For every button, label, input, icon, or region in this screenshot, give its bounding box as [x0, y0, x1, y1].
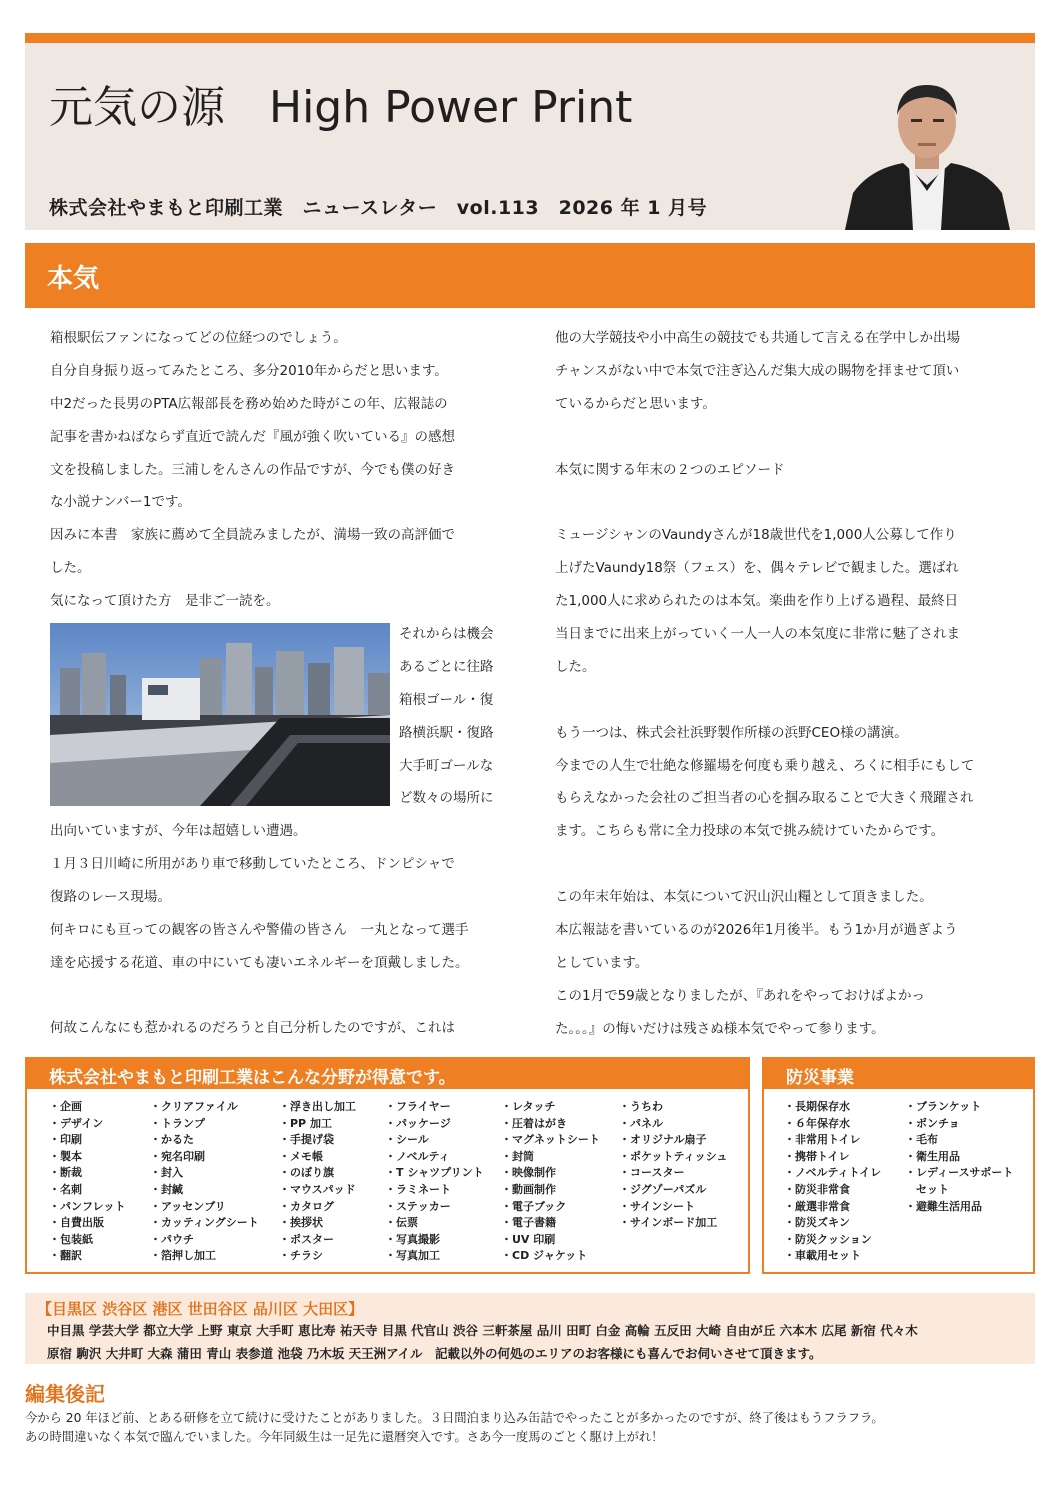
article-line: 自分自身振り返ってみたところ、多分2010年からだと思います。: [50, 362, 448, 379]
service-area-line: 中目黒 学芸大学 都立大学 上野 東京 大手町 恵比寿 祐天寺 目黒 代官山 渋谷 三軒茶屋 品川 田町 白金 高輪 五反田 大崎 自由が丘 六本木 広尾 新宿 代々木: [47, 1323, 918, 1338]
services-column: [150, 1099, 259, 1265]
service-item: ・レタッチ: [501, 1100, 556, 1113]
service-item: ・封筒: [501, 1149, 534, 1163]
article-line: 本気に関する年末の２つのエピソード: [555, 461, 785, 478]
top-accent-bar: [25, 33, 1035, 43]
article-line: [555, 684, 1015, 717]
article-line: この1月で59歳となりましたが、『あれをやっておけばよかっ: [555, 987, 926, 1004]
disaster-item: ・携帯トイレ: [784, 1149, 850, 1163]
service-item: ・クリアファイル: [150, 1100, 238, 1113]
article-line: 記事を書かねばならず直近で読んだ『風が強く吹いている』の感想: [50, 428, 455, 445]
disaster-item: ・ノベルティトイレ: [784, 1166, 882, 1180]
service-item: ・製本: [49, 1149, 82, 1163]
service-item: ・圧着はがき: [501, 1116, 567, 1130]
article-line: [555, 486, 1015, 519]
service-area-line: 原宿 駒沢 大井町 大森 蒲田 青山 表参道 池袋 乃木坂 天王洲アイル 記載以外の何処のエリアのお客様にも喜んでお伺いさせて頂きます。: [47, 1346, 822, 1361]
article-line: 上げたVaundy18祭（フェス）を、偶々テレビで観ました。選ばれ: [555, 560, 959, 577]
service-item: ・伝票: [385, 1216, 418, 1230]
article-line: としています。: [555, 954, 649, 971]
service-item: ・名刺: [49, 1182, 82, 1196]
service-item: ・のぼり旗: [279, 1166, 334, 1180]
service-item: ・封緘: [150, 1182, 183, 1196]
article-line: 他の大学競技や小中高生の競技でも共通して言える在学中しか出場: [555, 330, 960, 346]
services-column: [49, 1099, 125, 1265]
article-line: 大手町ゴールな: [399, 757, 494, 774]
services-column: [385, 1099, 484, 1265]
disaster-prevention-title: 防災事業: [764, 1059, 1033, 1089]
disaster-item: ・防災ズキン: [784, 1216, 850, 1230]
disaster-item: ・ブランケット: [905, 1100, 982, 1113]
article-line: [555, 421, 1015, 454]
article-right-column: [555, 322, 1015, 1046]
editor-note-line: 今から 20 年ほど前、とある研修を立て続けに受けたことがありました。３日間泊まり込み缶詰でやったことが多かったのですが、終了後はもうフラフラ。: [25, 1411, 884, 1425]
article-line: [555, 848, 1015, 881]
article-line: 何キロにも亘っての観客の皆さんや警備の皆さん 一丸となって選手: [50, 921, 469, 938]
service-item: ・パネル: [619, 1116, 663, 1130]
article-line: この年末年始は、本気について沢山沢山糧として頂きました。: [555, 889, 933, 906]
service-item: ・企画: [49, 1100, 82, 1113]
article-line: 箱根駅伝ファンになってどの位経つのでしょう。: [50, 330, 347, 346]
article-line: ます。こちらも常に全力投球の本気で挑み続けていたからです。: [555, 823, 945, 840]
service-item: ・パッケージ: [385, 1116, 451, 1130]
service-item: ・電子書籍: [501, 1216, 556, 1230]
disaster-item: ・非常用トイレ: [784, 1133, 861, 1147]
service-item: ・挨拶状: [279, 1216, 323, 1230]
service-item: ・浮き出し加工: [279, 1100, 356, 1113]
service-area-box: [25, 1293, 1035, 1364]
service-item: ・ポケットティッシュ: [619, 1149, 728, 1163]
article-line: チャンスがない中で本気で注ぎ込んだ集大成の賜物を拝ませて頂い: [555, 362, 960, 379]
disaster-item: ・避難生活用品: [905, 1199, 982, 1213]
article-line: １月３日川崎に所用があり車で移動していたところ、ドンピシャで: [50, 855, 455, 872]
editor-note-line: あの時間違いなく本気で臨んでいました。今年同級生は一足先に還暦突入です。さあ今一度馬のごとく駆け上がれ！: [25, 1430, 664, 1444]
section-title-bar: [25, 243, 1035, 308]
article-line: 因みに本書 家族に薦めて全員読みましたが、満場一致の高評価で: [50, 527, 455, 544]
article-line: た1,000人に求められたのは本気。楽曲を作り上げる過程、最終日: [555, 593, 959, 610]
article-line: ど数々の場所に: [399, 790, 494, 807]
service-item: ・映像制作: [501, 1166, 556, 1180]
service-item: ・うちわ: [619, 1100, 663, 1113]
article-line: ミュージシャンのVaundyさんが18歳世代を1,000人公募して作り: [555, 527, 957, 544]
service-item: ・UV 印刷: [501, 1232, 556, 1246]
service-item: ・シール: [385, 1133, 429, 1147]
service-item: ・ノベルティ: [385, 1149, 450, 1163]
service-item: ・コースター: [619, 1166, 685, 1180]
service-item: ・カッティングシート: [150, 1216, 259, 1230]
service-item: ・ラミネート: [385, 1182, 451, 1196]
services-box: [25, 1057, 750, 1274]
service-area-title: 【目黒区 渋谷区 港区 世田谷区 品川区 大田区】: [37, 1300, 364, 1318]
service-item: ・印刷: [49, 1133, 82, 1147]
article-line: した。: [50, 560, 91, 577]
editor-note-title: 編集後記: [25, 1382, 105, 1406]
service-item: ・写真撮影: [385, 1232, 440, 1246]
article-line: 何故こんなにも惹かれるのだろうと自己分析したのですが、これは: [50, 1020, 455, 1037]
services-title: 株式会社やまもと印刷工業はこんな分野が得意です。: [27, 1059, 748, 1089]
service-item: ・カタログ: [279, 1199, 334, 1213]
article-line: た。。。』の悔いだけは残さぬ様本気でやって参ります。: [555, 1020, 885, 1037]
service-item: ・CD ジャケット: [501, 1249, 588, 1263]
article-line: 復路のレース現場。: [50, 888, 171, 905]
services-column: [501, 1099, 600, 1265]
service-item: ・宛名印刷: [150, 1149, 205, 1163]
disaster-item: ・車載用セット: [784, 1249, 861, 1263]
disaster-item: ・防災クッション: [784, 1232, 872, 1246]
article-line: 気になって頂けた方 是非ご一読を。: [50, 593, 280, 610]
service-item: ・箔押し加工: [150, 1249, 216, 1263]
disaster-prevention-box: [762, 1057, 1035, 1274]
service-item: ・ポスター: [279, 1232, 334, 1246]
service-item: ・トランプ: [150, 1116, 205, 1130]
service-item: ・オリジナル扇子: [619, 1133, 707, 1147]
author-portrait: [845, 65, 1010, 230]
disaster-item: ・レディースサポート: [905, 1166, 1014, 1180]
service-item: ・アッセンブリ: [150, 1199, 226, 1213]
marathon-photo: [50, 623, 390, 806]
disaster-item: ・長期保存水: [784, 1100, 850, 1113]
service-item: ・フライヤー: [385, 1100, 451, 1113]
article-line: 当日までに出来上がっていく一人一人の本気度に非常に魅了されま: [555, 626, 960, 643]
disaster-prevention-column: [905, 1099, 1013, 1215]
service-item: ・断裁: [49, 1166, 82, 1180]
article-line: あるごとに往路: [399, 658, 494, 675]
service-item: ・サインボード加工: [619, 1216, 718, 1230]
service-item: ・翻訳: [49, 1249, 82, 1263]
service-item: ・パンフレット: [49, 1199, 126, 1213]
service-item: ・サインシート: [619, 1199, 695, 1213]
disaster-item: ・ポンチョ: [905, 1116, 960, 1130]
article-line: 今までの人生で壮絶な修羅場を何度も乗り越え、ろくに相手にもして: [555, 757, 975, 774]
article-line: 路横浜駅・復路: [399, 724, 494, 741]
service-item: ・自費出版: [49, 1216, 104, 1230]
service-item: ・マグネットシート: [501, 1133, 600, 1147]
article-line: [50, 979, 510, 1012]
service-item: ・メモ帳: [279, 1149, 323, 1163]
service-item: ・手提げ袋: [279, 1133, 334, 1147]
disaster-prevention-column: [784, 1099, 881, 1265]
article-line: 本広報誌を書いているのが2026年1月後半。もう1か月が過ぎよう: [555, 922, 958, 939]
newsletter-subtitle: 株式会社やまもと印刷工業 ニュースレター vol.113 2026 年 1 月号: [49, 197, 708, 219]
disaster-item: ・毛布: [905, 1133, 938, 1147]
newsletter-header: [25, 43, 1035, 230]
article-line: もう一つは、株式会社浜野製作所様の浜野CEO様の講演。: [555, 724, 908, 741]
article-line: 箱根ゴール・復: [399, 691, 494, 708]
service-item: ・かるた: [150, 1133, 194, 1147]
article-line: 中2だった長男のPTA広報部長を務め始めた時がこの年、広報誌の: [50, 395, 448, 412]
service-item: ・パウチ: [150, 1232, 194, 1246]
service-item: ・デザイン: [49, 1116, 104, 1130]
service-item: ・チラシ: [279, 1249, 323, 1263]
disaster-item: ・防災非常食: [784, 1182, 850, 1196]
section-title: 本気: [47, 264, 100, 294]
photo-block: [50, 618, 510, 815]
article-line: 文を投稿しました。三浦しをんさんの作品ですが、今でも僕の好き: [50, 461, 455, 478]
article-line: 出向いていますが、今年は超嬉しい遭遇。: [50, 823, 307, 840]
editor-note-text: [25, 1409, 1035, 1447]
article-line: それからは機会: [399, 626, 494, 643]
service-item: ・写真加工: [385, 1249, 440, 1263]
article-line: な小説ナンバー1です。: [50, 494, 191, 511]
disaster-item: セット: [905, 1182, 949, 1196]
service-item: ・ステッカー: [385, 1199, 451, 1213]
service-item: ・マウスパッド: [279, 1182, 356, 1196]
article-line: した。: [555, 658, 596, 675]
service-item: ・T シャツプリント: [385, 1166, 484, 1180]
service-item: ・ジグゾーパズル: [619, 1182, 707, 1196]
service-item: ・動画制作: [501, 1182, 556, 1196]
services-column: [279, 1099, 356, 1265]
service-item: ・包装紙: [49, 1232, 93, 1246]
photo-side-text: [399, 618, 494, 815]
service-item: ・封入: [150, 1166, 183, 1180]
disaster-item: ・厳選非常食: [784, 1199, 850, 1213]
article-line: ているからだと思います。: [555, 395, 716, 412]
disaster-item: ・６年保存水: [784, 1116, 850, 1130]
services-column: [619, 1099, 727, 1232]
article-line: 達を応援する花道、車の中にいても凄いエネルギーを頂戴しました。: [50, 954, 469, 971]
article-left-column: [50, 322, 510, 1045]
disaster-item: ・衛生用品: [905, 1149, 960, 1163]
service-item: ・PP 加工: [279, 1116, 332, 1130]
article-line: もらえなかった会社のご担当者の心を掴み取ることで大きく飛躍され: [555, 790, 974, 807]
newsletter-title: 元気の源 High Power Print: [49, 82, 633, 133]
service-item: ・電子ブック: [501, 1199, 567, 1213]
